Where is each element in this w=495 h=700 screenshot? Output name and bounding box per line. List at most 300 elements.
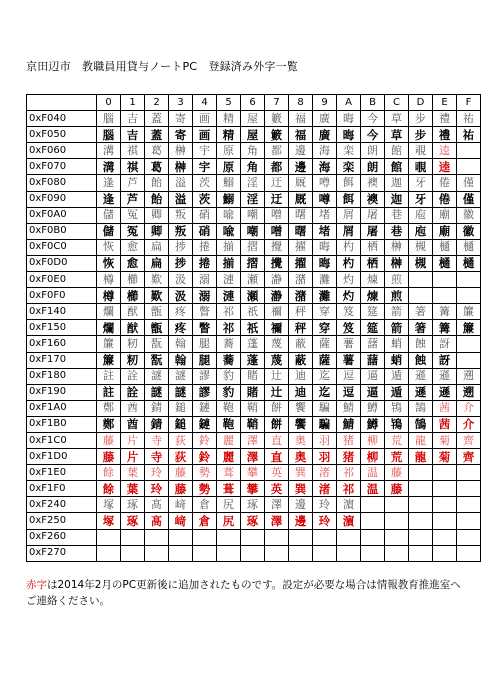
- glyph-cell: 歎: [145, 288, 169, 304]
- glyph-cell: 迂: [265, 191, 289, 207]
- glyph-cell: 角: [241, 143, 265, 159]
- glyph-cell: 鱒: [361, 400, 385, 416]
- glyph-cell: 冤: [121, 223, 145, 239]
- glyph-cell: [265, 529, 289, 545]
- glyph-cell: [457, 159, 481, 175]
- glyph-cell: [457, 529, 481, 545]
- glyph-cell: 徽: [457, 207, 481, 223]
- glyph-cell: 禮: [433, 127, 457, 143]
- glyph-cell: 灼: [337, 272, 361, 288]
- glyph-cell: [457, 545, 481, 561]
- glyph-cell: 邊: [289, 513, 313, 529]
- row-code: 0xF270: [27, 545, 97, 561]
- row-code: 0xF1D0: [27, 449, 97, 465]
- glyph-cell: [457, 352, 481, 368]
- glyph-cell: [457, 513, 481, 529]
- glyph-cell: 饗: [289, 416, 313, 432]
- glyph-cell: 餌: [337, 175, 361, 191]
- glyph-cell: 寺: [145, 432, 169, 448]
- glyph-cell: 琢: [241, 513, 265, 529]
- table-row: [27, 400, 481, 416]
- glyph-cell: 迄: [313, 368, 337, 384]
- glyph-cell: 猪: [337, 432, 361, 448]
- row-code: 0xF040: [27, 111, 97, 127]
- glyph-cell: 騙: [313, 416, 337, 432]
- glyph-cell: 薯: [337, 336, 361, 352]
- row-code: 0xF0B0: [27, 223, 97, 239]
- row-code: 0xF070: [27, 159, 97, 175]
- glyph-cell: 倉: [193, 497, 217, 513]
- glyph-cell: 嘲: [241, 223, 265, 239]
- glyph-cell: 今: [361, 111, 385, 127]
- glyph-cell: [433, 272, 457, 288]
- column-header: 3: [169, 95, 193, 111]
- glyph-cell: 祐: [457, 111, 481, 127]
- glyph-cell: 茨: [193, 191, 217, 207]
- glyph-cell: 角: [241, 159, 265, 175]
- glyph-cell: 遡: [457, 368, 481, 384]
- table-row: [27, 175, 481, 191]
- glyph-cell: 塚: [97, 497, 121, 513]
- glyph-cell: 歎: [145, 272, 169, 288]
- glyph-cell: 箸: [409, 320, 433, 336]
- glyph-cell: 祐: [457, 127, 481, 143]
- glyph-cell: 晦: [313, 239, 337, 255]
- glyph-cell: 儲: [97, 223, 121, 239]
- column-header: 8: [289, 95, 313, 111]
- glyph-cell: [289, 545, 313, 561]
- glyph-cell: 勢: [193, 465, 217, 481]
- glyph-cell: 麗: [217, 432, 241, 448]
- glyph-cell: 片: [121, 432, 145, 448]
- glyph-cell: 祁: [217, 320, 241, 336]
- glyph-cell: [409, 465, 433, 481]
- glyph-cell: 栾: [337, 159, 361, 175]
- glyph-cell: 餅: [265, 416, 289, 432]
- glyph-cell: 淫: [241, 175, 265, 191]
- glyph-cell: 溺: [193, 288, 217, 304]
- glyph-cell: 倦: [433, 175, 457, 191]
- glyph-cell: 笈: [337, 304, 361, 320]
- glyph-cell: 饗: [289, 400, 313, 416]
- glyph-cell: 捲: [193, 255, 217, 271]
- glyph-cell: 鵠: [409, 416, 433, 432]
- glyph-cell: [313, 545, 337, 561]
- glyph-cell: 鯖: [337, 416, 361, 432]
- glyph-cell: 爛: [97, 304, 121, 320]
- glyph-cell: 恢: [97, 255, 121, 271]
- column-header: 1: [121, 95, 145, 111]
- glyph-cell: 奥: [289, 449, 313, 465]
- glyph-cell: [337, 529, 361, 545]
- glyph-cell: 揃: [217, 255, 241, 271]
- glyph-cell: 薯: [337, 352, 361, 368]
- glyph-cell: 噌: [265, 207, 289, 223]
- glyph-cell: 鰯: [217, 175, 241, 191]
- glyph-cell: 草: [385, 111, 409, 127]
- row-code: 0xF050: [27, 127, 97, 143]
- table-row: [27, 304, 481, 320]
- glyph-cell: 蔑: [265, 352, 289, 368]
- glyph-cell: 蛸: [385, 336, 409, 352]
- glyph-cell: 葺: [217, 465, 241, 481]
- glyph-cell: 朗: [361, 159, 385, 175]
- glyph-cell: 蕎: [217, 336, 241, 352]
- glyph-cell: 榊: [385, 255, 409, 271]
- glyph-cell: [97, 529, 121, 545]
- glyph-cell: 鞘: [241, 416, 265, 432]
- glyph-cell: 喩: [217, 223, 241, 239]
- column-header: 5: [217, 95, 241, 111]
- column-header: 7: [265, 95, 289, 111]
- glyph-cell: 柳: [361, 432, 385, 448]
- glyph-cell: 栾: [337, 143, 361, 159]
- glyph-cell: 鞘: [241, 400, 265, 416]
- glyph-cell: 樋: [457, 239, 481, 255]
- glyph-cell: 藤: [97, 432, 121, 448]
- glyph-cell: 杓: [337, 239, 361, 255]
- glyph-cell: 猪: [337, 449, 361, 465]
- glyph-cell: 厩: [289, 191, 313, 207]
- glyph-cell: 﨑: [169, 513, 193, 529]
- glyph-cell: 籔: [265, 127, 289, 143]
- glyph-cell: 篝: [433, 304, 457, 320]
- glyph-cell: 尻: [217, 497, 241, 513]
- glyph-cell: [409, 481, 433, 497]
- table-row: [27, 239, 481, 255]
- glyph-cell: 巷: [385, 207, 409, 223]
- glyph-cell: 瞥: [193, 304, 217, 320]
- glyph-cell: 騙: [313, 400, 337, 416]
- glyph-cell: [409, 288, 433, 304]
- glyph-cell: [145, 545, 169, 561]
- glyph-cell: 厩: [289, 175, 313, 191]
- glyph-cell: 邊: [289, 159, 313, 175]
- glyph-cell: 覗: [409, 159, 433, 175]
- glyph-cell: 溺: [193, 272, 217, 288]
- glyph-cell: 槻: [409, 239, 433, 255]
- table-row: [27, 513, 481, 529]
- glyph-cell: 倉: [193, 513, 217, 529]
- glyph-cell: 灘: [313, 288, 337, 304]
- glyph-cell: 煎: [385, 272, 409, 288]
- glyph-cell: 僅: [457, 175, 481, 191]
- glyph-cell: 都: [265, 159, 289, 175]
- glyph-cell: 攀: [241, 465, 265, 481]
- row-code: 0xF140: [27, 304, 97, 320]
- glyph-cell: 疼: [169, 304, 193, 320]
- glyph-cell: 擢: [289, 255, 313, 271]
- row-code: 0xF080: [27, 175, 97, 191]
- table-row: [27, 529, 481, 545]
- column-header: 2: [145, 95, 169, 111]
- glyph-cell: 栖: [361, 255, 385, 271]
- glyph-cell: [457, 336, 481, 352]
- glyph-cell: 槻: [409, 255, 433, 271]
- glyph-cell: 樋: [433, 239, 457, 255]
- glyph-cell: 瞥: [193, 320, 217, 336]
- glyph-cell: 擢: [289, 239, 313, 255]
- glyph-cell: 餘: [97, 481, 121, 497]
- glyph-cell: 嘲: [241, 207, 265, 223]
- glyph-cell: 片: [121, 449, 145, 465]
- glyph-cell: 溢: [169, 175, 193, 191]
- glyph-cell: [433, 545, 457, 561]
- glyph-cell: 宇: [193, 159, 217, 175]
- row-code: 0xF160: [27, 336, 97, 352]
- glyph-cell: 藷: [361, 336, 385, 352]
- glyph-cell: 温: [361, 465, 385, 481]
- glyph-cell: 巽: [289, 481, 313, 497]
- glyph-cell: 註: [97, 384, 121, 400]
- table-row: [27, 288, 481, 304]
- glyph-cell: 鞄: [217, 416, 241, 432]
- glyph-cell: 齊: [457, 432, 481, 448]
- glyph-cell: 硝: [193, 207, 217, 223]
- glyph-cell: 藤: [169, 481, 193, 497]
- glyph-cell: 髙: [145, 497, 169, 513]
- row-code: 0xF090: [27, 191, 97, 207]
- glyph-cell: [433, 513, 457, 529]
- table-body: [27, 111, 481, 562]
- glyph-cell: 遁: [385, 368, 409, 384]
- glyph-cell: 襖: [361, 175, 385, 191]
- glyph-cell: [361, 545, 385, 561]
- table-row: [27, 368, 481, 384]
- table-row: [27, 159, 481, 175]
- page-title: 京田辺市 教職員用貸与ノートPC 登録済み外字一覧: [26, 60, 298, 73]
- table-row: [27, 223, 481, 239]
- column-header: 6: [241, 95, 265, 111]
- glyph-cell: 鈴: [193, 449, 217, 465]
- glyph-cell: 館: [385, 159, 409, 175]
- glyph-cell: [385, 497, 409, 513]
- glyph-cell: 直: [265, 432, 289, 448]
- glyph-cell: 龍: [409, 432, 433, 448]
- glyph-cell: 愈: [121, 239, 145, 255]
- glyph-cell: 噂: [313, 191, 337, 207]
- glyph-cell: 藤: [385, 481, 409, 497]
- table-row: [27, 497, 481, 513]
- row-code: 0xF0F0: [27, 288, 97, 304]
- glyph-cell: 龍: [409, 449, 433, 465]
- glyph-cell: 原: [217, 159, 241, 175]
- glyph-cell: 羽: [313, 432, 337, 448]
- glyph-cell: 羽: [313, 449, 337, 465]
- glyph-cell: 徽: [457, 223, 481, 239]
- glyph-cell: 豹: [217, 384, 241, 400]
- glyph-cell: 直: [265, 449, 289, 465]
- glyph-cell: 澤: [241, 432, 265, 448]
- glyph-cell: 樽: [97, 272, 121, 288]
- glyph-cell: 賭: [241, 384, 265, 400]
- glyph-cell: [265, 545, 289, 561]
- glyph-cell: 葺: [217, 481, 241, 497]
- glyph-cell: [97, 545, 121, 561]
- glyph-cell: 荒: [385, 432, 409, 448]
- glyph-cell: 邊: [289, 143, 313, 159]
- glyph-cell: 齊: [457, 449, 481, 465]
- glyph-cell: 塚: [97, 513, 121, 529]
- row-code: 0xF060: [27, 143, 97, 159]
- glyph-cell: 逗: [337, 368, 361, 384]
- table-row: [27, 272, 481, 288]
- glyph-cell: 迪: [289, 368, 313, 384]
- glyph-cell: 庖: [409, 207, 433, 223]
- glyph-cell: 寄: [169, 127, 193, 143]
- glyph-cell: 蔽: [289, 336, 313, 352]
- row-code: 0xF0E0: [27, 272, 97, 288]
- table-row: [27, 449, 481, 465]
- glyph-cell: 蓋: [145, 111, 169, 127]
- table-row: [27, 255, 481, 271]
- glyph-cell: 硝: [193, 223, 217, 239]
- table-row: [27, 143, 481, 159]
- glyph-cell: 煉: [361, 288, 385, 304]
- table-row: [27, 416, 481, 432]
- row-code: 0xF1A0: [27, 400, 97, 416]
- glyph-cell: 箭: [385, 304, 409, 320]
- glyph-cell: 步: [409, 127, 433, 143]
- glyph-cell: 葛: [145, 159, 169, 175]
- glyph-cell: 画: [193, 111, 217, 127]
- glyph-cell: 錆: [145, 400, 169, 416]
- glyph-cell: 辻: [265, 368, 289, 384]
- glyph-cell: 藷: [361, 352, 385, 368]
- glyph-cell: 逢: [97, 175, 121, 191]
- glyph-cell: 筵: [361, 304, 385, 320]
- glyph-cell: 謎: [169, 384, 193, 400]
- glyph-cell: 篝: [433, 320, 457, 336]
- glyph-cell: 腿: [193, 336, 217, 352]
- glyph-cell: 淫: [241, 191, 265, 207]
- glyph-cell: 揃: [217, 239, 241, 255]
- glyph-cell: 榊: [169, 159, 193, 175]
- glyph-cell: 澤: [265, 497, 289, 513]
- glyph-cell: [385, 513, 409, 529]
- column-header: 0: [97, 95, 121, 111]
- footnote-text: は2014年2月のPC更新後に追加されたものです。設定が必要な場合は情報教育推進室へご連絡ください。: [26, 579, 461, 607]
- glyph-cell: 汲: [169, 272, 193, 288]
- glyph-cell: 逵: [433, 143, 457, 159]
- glyph-cell: 今: [361, 127, 385, 143]
- glyph-cell: 汲: [169, 288, 193, 304]
- glyph-cell: 髙: [145, 513, 169, 529]
- glyph-cell: 画: [193, 127, 217, 143]
- glyph-cell: 澤: [265, 513, 289, 529]
- glyph-cell: 覗: [409, 143, 433, 159]
- glyph-cell: 恢: [97, 239, 121, 255]
- glyph-cell: 愈: [121, 255, 145, 271]
- glyph-cell: 謎: [169, 368, 193, 384]
- glyph-cell: 腿: [193, 352, 217, 368]
- glyph-cell: 逼: [361, 384, 385, 400]
- glyph-cell: 堵: [313, 207, 337, 223]
- glyph-cell: 祇: [241, 320, 265, 336]
- glyph-cell: [361, 529, 385, 545]
- glyph-cell: 漣: [217, 288, 241, 304]
- glyph-cell: 屑: [337, 207, 361, 223]
- glyph-cell: 海: [313, 143, 337, 159]
- glyph-cell: 瀬: [241, 272, 265, 288]
- table-row: [27, 111, 481, 127]
- column-header: C: [385, 95, 409, 111]
- glyph-cell: 煎: [385, 288, 409, 304]
- glyph-cell: 薩: [313, 336, 337, 352]
- glyph-cell: 晦: [313, 255, 337, 271]
- glyph-cell: 屋: [241, 127, 265, 143]
- glyph-cell: 蔑: [265, 336, 289, 352]
- glyph-cell: 荒: [385, 449, 409, 465]
- glyph-cell: 鞄: [217, 400, 241, 416]
- glyph-cell: 玲: [145, 465, 169, 481]
- row-code: 0xF1B0: [27, 416, 97, 432]
- glyph-cell: 溝: [97, 159, 121, 175]
- glyph-cell: 穿: [313, 304, 337, 320]
- glyph-cell: 渚: [313, 481, 337, 497]
- glyph-cell: 捗: [169, 255, 193, 271]
- glyph-cell: 寄: [169, 111, 193, 127]
- glyph-cell: 寺: [145, 449, 169, 465]
- glyph-cell: 海: [313, 159, 337, 175]
- glyph-cell: [409, 513, 433, 529]
- glyph-cell: 僅: [457, 191, 481, 207]
- glyph-cell: 鰯: [217, 191, 241, 207]
- glyph-cell: 蝕: [409, 352, 433, 368]
- glyph-cell: 瀞: [265, 288, 289, 304]
- glyph-cell: 秤: [289, 304, 313, 320]
- glyph-cell: 逵: [433, 159, 457, 175]
- glyph-cell: 腦: [97, 111, 121, 127]
- glyph-cell: 英: [265, 465, 289, 481]
- table-row: [27, 481, 481, 497]
- glyph-cell: [193, 545, 217, 561]
- glyph-cell: 詮: [121, 384, 145, 400]
- glyph-cell: 逢: [97, 191, 121, 207]
- glyph-cell: 簾: [457, 320, 481, 336]
- glyph-cell: 辻: [265, 384, 289, 400]
- glyph-cell: 廣: [313, 111, 337, 127]
- glyph-cell: [217, 529, 241, 545]
- table-row: [27, 384, 481, 400]
- glyph-cell: 迪: [289, 384, 313, 400]
- glyph-cell: 澤: [241, 449, 265, 465]
- glyph-cell: 謬: [193, 384, 217, 400]
- glyph-cell: 祁: [337, 481, 361, 497]
- glyph-cell: 勢: [193, 481, 217, 497]
- glyph-cell: [241, 545, 265, 561]
- column-header: A: [337, 95, 361, 111]
- glyph-cell: 藤: [385, 465, 409, 481]
- column-header: B: [361, 95, 385, 111]
- row-code: 0xF180: [27, 368, 97, 384]
- glyph-cell: 錆: [145, 416, 169, 432]
- glyph-cell: 翫: [145, 352, 169, 368]
- glyph-cell: [121, 529, 145, 545]
- glyph-cell: [385, 529, 409, 545]
- glyph-cell: 堵: [313, 223, 337, 239]
- gaiji-table: [26, 94, 481, 562]
- glyph-cell: 籾: [121, 336, 145, 352]
- glyph-cell: 薩: [313, 352, 337, 368]
- glyph-cell: 灘: [313, 272, 337, 288]
- glyph-cell: 草: [385, 127, 409, 143]
- glyph-cell: 摺: [241, 255, 265, 271]
- glyph-cell: 謬: [193, 368, 217, 384]
- glyph-cell: 煉: [361, 272, 385, 288]
- glyph-cell: 都: [265, 143, 289, 159]
- glyph-cell: [433, 529, 457, 545]
